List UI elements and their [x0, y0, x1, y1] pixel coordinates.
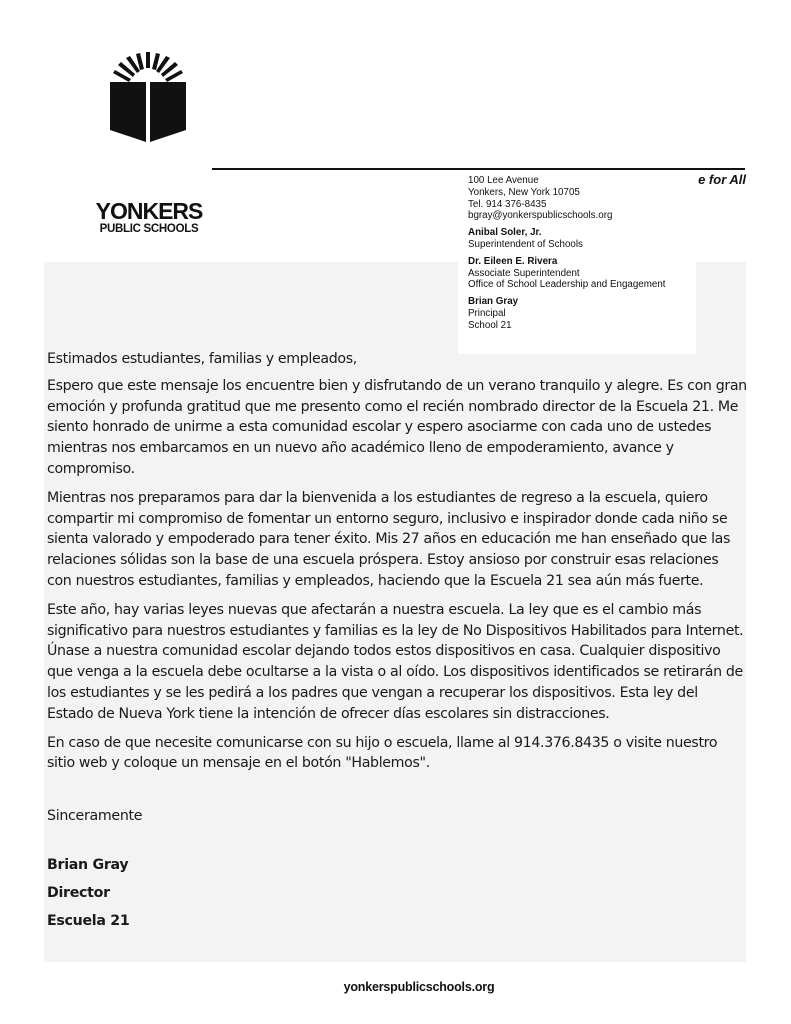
principal-block [468, 296, 696, 331]
footer-website: yonkerspublicschools.org [343, 980, 495, 994]
letter-paragraph: Espero que este mensaje los encuentre bien y disfrutando de un verano tranquilo y alegre. Es con gran emoción y profunda gratitud que me presento como el recién nombrado director de la Escuela 21. Me siento honrado de unirme a esta comunidad escolar y espero asociarme con cada uno de ustedes mientras nos embarcamos en un nuevo año académico lleno de empoderamiento, avance y compromiso. [47, 377, 747, 477]
signature-title: Director [47, 885, 110, 901]
school-address [468, 175, 696, 222]
email-line: bgray@yonkerspublicschools.org [468, 210, 613, 222]
principal-name: Brian Gray [468, 296, 519, 308]
address-line: 100 Lee Avenue [468, 175, 539, 186]
letter-paragraph: En caso de que necesite comunicarse con su hijo o escuela, llame al 914.376.8435 o visite nuestro sitio web y coloque un mensaje en el botón "Hablemos". [47, 734, 718, 772]
phone-line: Tel. 914 376-8435 [468, 198, 547, 210]
letter-paragraph: Este año, hay varias leyes nuevas que afectarán a nuestra escuela. La ley que es el cambio más significativo para nuestros estudiantes y familias es la ley de No Dispositivos Habilitados para Internet. Únase a nuestra comunidad escolar dejando todos estos dispositivos en casa. Cualquier dispositivo que venga a la escuela debe ocultarse a la vista o al oído. Los dispositivos identificados se retirarán de los estudiantes y se les pedirá a los padres que vengan a recuperar los dispositivos. Esta ley del Estado de Nueva York tiene la intención de ofrecer días escolares sin distracciones. [47, 601, 744, 722]
associate-office: Office of School Leadership and Engagement [468, 279, 666, 291]
header-tagline: e for All [698, 172, 746, 187]
superintendent-title: Superintendent of Schools [468, 238, 583, 250]
associate-block [468, 256, 696, 291]
logo-subtitle: PUBLIC SCHOOLS [99, 223, 199, 235]
logo-name: YONKERS [95, 198, 203, 224]
header-rule [212, 168, 745, 170]
address-line: Yonkers, New York 10705 [468, 186, 580, 198]
associate-name: Dr. Eileen E. Rivera [468, 255, 558, 267]
letter-body [47, 349, 747, 782]
letter-paragraph: Mientras nos preparamos para dar la bienvenida a los estudiantes de regreso a la escuela, quiero compartir mi compromiso de fomentar un entorno seguro, inclusivo e inspirador donde cada niño se sienta valorado y empoderado para tener éxito. Mis 27 años en educación me han enseñado que las relaciones sólidas son la base de una escuela próspera. Estoy ansioso por construir esas relaciones con nuestros estudiantes, familias y empleados, haciendo que la Escuela 21 sea aún más fuerte. [47, 489, 731, 589]
principal-school: School 21 [468, 319, 512, 331]
principal-title: Principal [468, 307, 506, 319]
letter-greeting: Estimados estudiantes, familias y empleados, [47, 351, 357, 367]
superintendent-name: Anibal Soler, Jr. [468, 227, 542, 239]
signature-name: Brian Gray [47, 857, 129, 873]
book-sunburst-icon [108, 52, 188, 144]
signature-school: Escuela 21 [47, 913, 130, 929]
district-logo [90, 52, 208, 235]
address-block [458, 172, 696, 354]
letter-closing: Sinceramente [47, 808, 143, 824]
associate-title: Associate Superintendent [468, 267, 580, 279]
superintendent-block [468, 227, 696, 251]
